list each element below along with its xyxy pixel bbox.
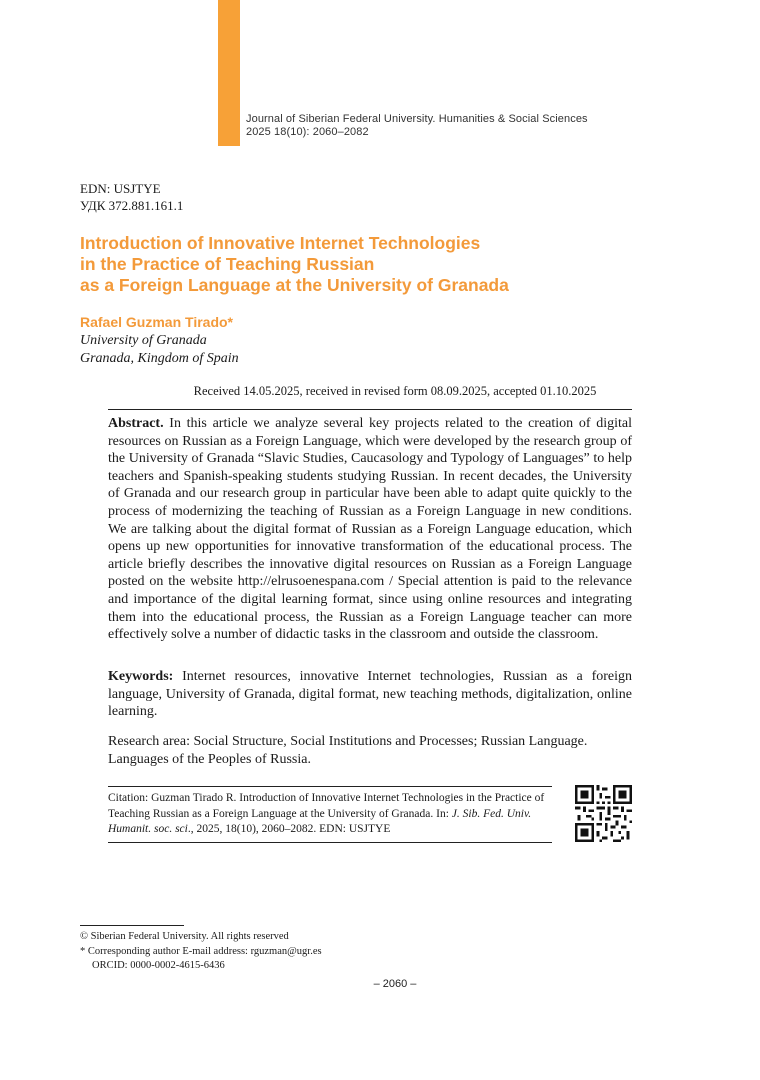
title-line-1: Introduction of Innovative Internet Technologies	[80, 233, 481, 253]
title-line-2: in the Practice of Teaching Russian	[80, 254, 375, 274]
journal-name: Journal of Siberian Federal University. Humanities & Social Sciences	[246, 113, 588, 125]
keywords-label: Keywords:	[108, 669, 174, 684]
footnotes	[80, 930, 322, 974]
author-affiliation: University of Granada	[80, 333, 207, 348]
journal-accent-bar	[218, 0, 240, 146]
article-title	[80, 233, 640, 296]
article-identifiers	[80, 180, 183, 214]
abstract-divider	[108, 409, 632, 410]
udk-code: УДК 372.881.161.1	[80, 198, 184, 213]
page-number: – 2060 –	[373, 978, 417, 990]
keywords-text: Internet resources, innovative Internet technologies, Russian as a foreign language, University of Granada, digital format, new teaching methods, digitalization, online learning.	[108, 669, 632, 720]
author-location: Granada, Kingdom of Spain	[80, 351, 239, 366]
citation-divider-bottom	[108, 842, 552, 843]
author-name: Rafael Guzman Tirado*	[80, 314, 234, 330]
abstract-text: In this article we analyze several key projects related to the creation of digital resources on Russian as a Foreign Language, which were developed by the research group of the University of Granada “Slavic Studies, Caucasology and Typology of Languages” to help teachers and Spanish-speaking students studying Russian. In recent decades, the University of Granada and our research group in particular have been able to adapt quite quickly to the process of modernizing the teaching of Russian as a Foreign Language in new conditions. We are talking about the digital format of Russian as a Foreign Language education, which opens up new opportunities for innovative transformation of the educational process. The article briefly describes the innovative digital resources on Russian as a Foreign Language posted on the website http://elrusoenespana.com / Special attention is paid to the relevance and importance of the digital learning format, since using online resources and integrating them into the educational process, the Russian as a Foreign Language teacher can more effectively solve a number of didactic tasks in the classroom and outside the classroom.	[108, 416, 632, 643]
citation-suffix: ., 2025, 18(10), 2060–2082. EDN: USJTYE	[187, 823, 391, 835]
journal-header	[246, 113, 588, 139]
keywords	[108, 668, 632, 721]
citation-journal: J. Sib. Fed. Univ. Humanit. soc. sci	[108, 807, 532, 835]
author-affiliation-block	[80, 332, 239, 368]
citation	[108, 791, 554, 838]
abstract-label: Abstract.	[108, 416, 164, 431]
citation-prefix: Citation: Guzman Tirado R. Introduction of Innovative Internet Technologies in the Practice of Teaching Russian as a Foreign Language at the University of Granada. In:	[108, 792, 545, 820]
research-area: Research area: Social Structure, Social Institutions and Processes; Russian Language. Languages of the Peoples of Russia.	[108, 734, 588, 767]
orcid-note: ORCID: 0000-0002-4615-6436	[92, 960, 225, 971]
title-line-3: as a Foreign Language at the University of Granada	[80, 275, 509, 295]
copyright-note: © Siberian Federal University. All rights reserved	[80, 931, 289, 942]
journal-issue: 2025 18(10): 2060–2082	[246, 126, 369, 138]
qr-code-icon[interactable]	[575, 785, 632, 842]
abstract	[108, 415, 632, 644]
footnote-divider	[80, 925, 184, 926]
edn-code: EDN: USJTYE	[80, 181, 161, 196]
corresponding-author-note: * Corresponding author E-mail address: rguzman@ugr.es	[80, 945, 322, 957]
received-dates: Received 14.05.2025, received in revised form 08.09.2025, accepted 01.10.2025	[193, 384, 597, 398]
citation-divider-top	[108, 786, 552, 787]
